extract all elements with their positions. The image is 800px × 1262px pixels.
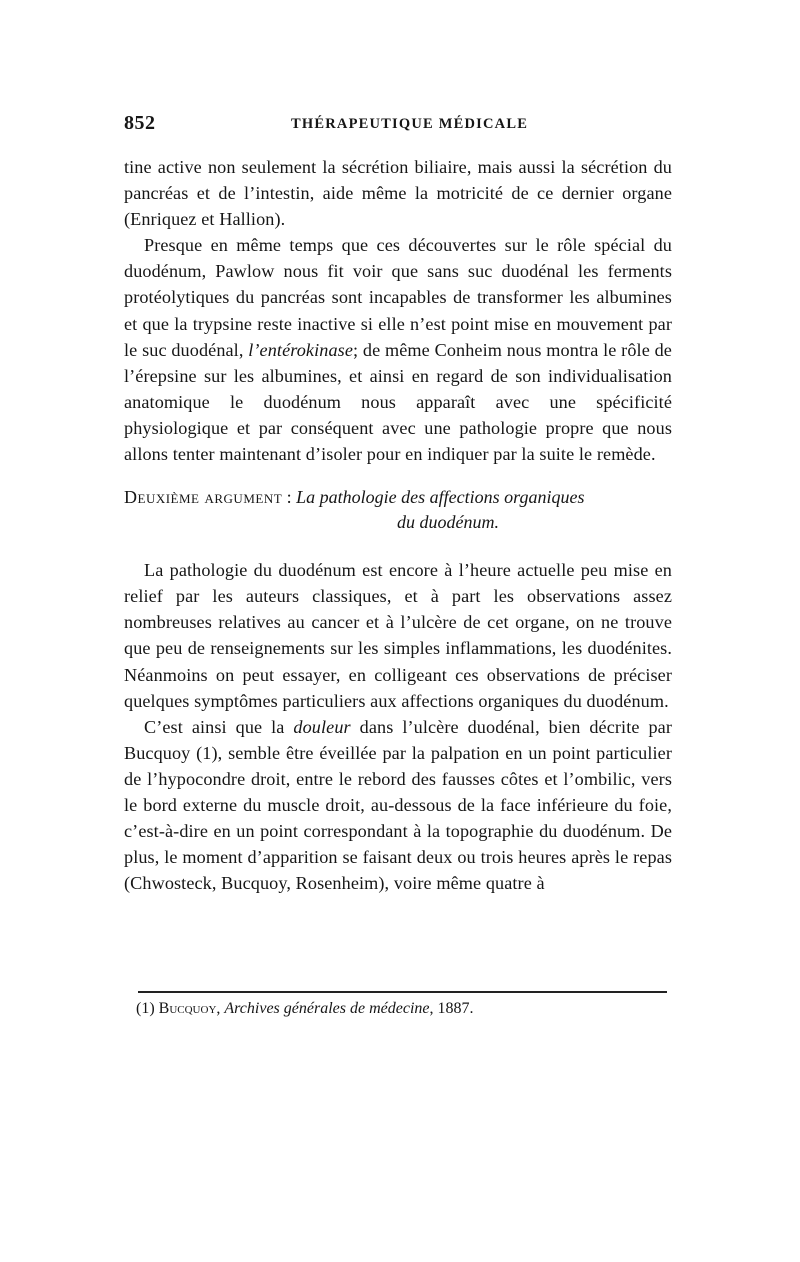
italic-term: douleur bbox=[293, 716, 351, 737]
section-body bbox=[124, 557, 672, 896]
paragraph bbox=[124, 714, 672, 897]
footnote-marker: (1) bbox=[136, 1000, 159, 1017]
paragraph-text: dans l’ulcère duodénal, bien décrite par Bucquoy (1), semble être éveillée par la palpation en un point particulier de l’hypocondre droit, entre le rebord des fausses côtes et l’ombilic, vers le bord externe du muscle droit, au-dessous de la face inférieure du foie, c’est-à-dire en un point correspondant à la topographie du duodénum. De plus, le moment d’apparition se faisant deux ou trois heures après le repas (Chwosteck, Bucquoy, Rosenheim), voire même quatre à bbox=[124, 716, 672, 894]
section-title-continuation: du duodénum. bbox=[397, 512, 499, 533]
italic-term: l’entérokinase bbox=[248, 339, 353, 360]
body-text bbox=[124, 154, 672, 467]
footnote-punctuation: , bbox=[216, 1000, 225, 1017]
page-number: 852 bbox=[124, 112, 156, 134]
page-header bbox=[124, 112, 672, 142]
footnote-author: Bucquoy bbox=[158, 1000, 217, 1017]
footnote bbox=[136, 998, 676, 1020]
running-title: THÉRAPEUTIQUE MÉDICALE bbox=[291, 116, 529, 132]
paragraph-text: ; de même Conheim nous montra le rôle de l’érepsine sur les albumines, et ainsi en regard de son individualisation anatomique le duodénum nous apparaît avec une spécificité physiologique et par conséquent avec une pathologie propre que nous allons tenter maintenant d’isoler pour en indiquer par la suite le remède. bbox=[124, 339, 672, 465]
paragraph bbox=[124, 232, 672, 467]
footnote-rule bbox=[138, 991, 667, 993]
section-heading bbox=[124, 485, 672, 535]
paragraph-text: Presque en même temps que ces découvertes sur le rôle spécial du duodénum, Pawlow nous fit voir que sans suc duodénal les ferments protéolytiques du pancréas sont incapables de transformer les albumines et que la trypsine reste inactive si elle n’est point mise en mouvement par le suc duodénal, bbox=[124, 235, 672, 360]
section-separator: : bbox=[282, 487, 297, 508]
paragraph: tine active non seulement la sécrétion biliaire, mais aussi la sécrétion du pancréas et de l’intestin, aide même la motricité de ce dernier organe (Enriquez et Hallion). bbox=[124, 157, 672, 230]
paragraph: La pathologie du duodénum est encore à l’heure actuelle peu mise en relief par les auteurs classiques, et à part les observations assez nombreuses relatives au cancer et à l’ulcère de cet organe, on ne trouve que peu de renseignements sur les simples inflammations, les duodénites. Néanmoins on peut essayer, en colligeant ces observations de préciser quelques symptômes particuliers aux affections organiques du duodénum. bbox=[124, 560, 672, 711]
section-label: Deuxième argument bbox=[124, 487, 283, 508]
footnote-work-title: Archives générales de médecine bbox=[224, 1000, 430, 1017]
paragraph-text: C’est ainsi que la bbox=[144, 716, 294, 737]
section-title: La pathologie des affections organiques bbox=[296, 487, 585, 508]
footnote-year: , 1887. bbox=[429, 1000, 474, 1017]
book-page bbox=[124, 112, 672, 896]
